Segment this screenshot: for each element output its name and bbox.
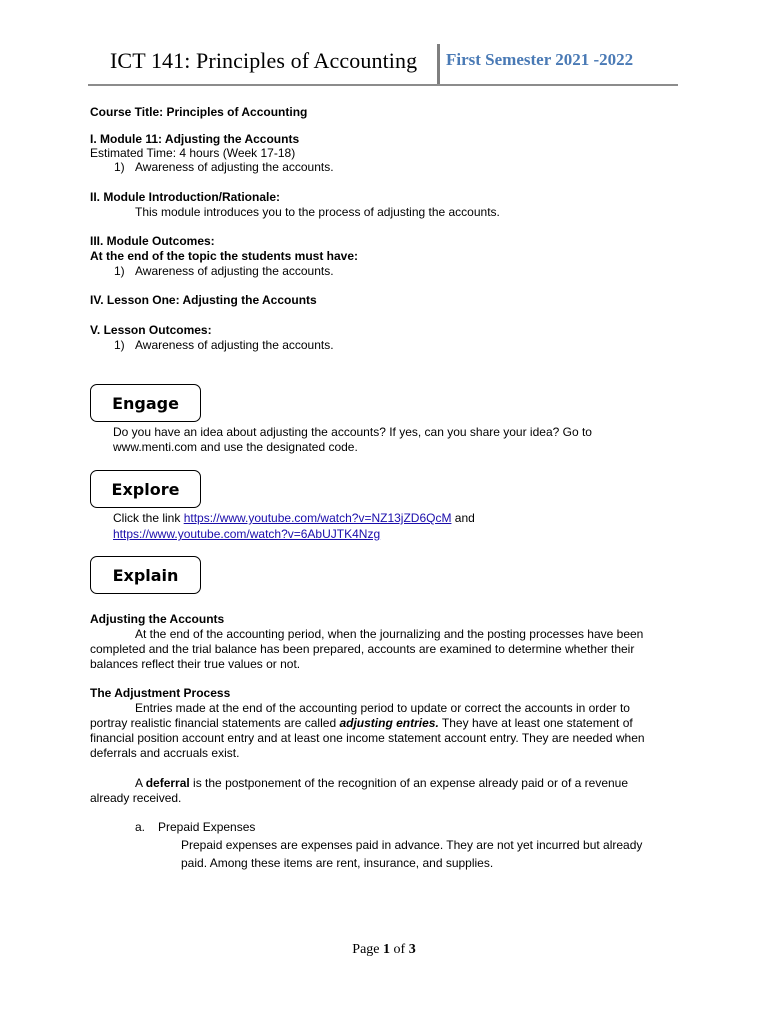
header-rule	[88, 84, 678, 86]
process-line-4: deferrals and accruals exist.	[90, 746, 240, 760]
engage-box	[90, 384, 201, 422]
adjusting-heading: Adjusting the Accounts	[90, 612, 225, 626]
explore-box	[90, 470, 201, 508]
prepaid-line-2: paid. Among these items are rent, insurance, and supplies.	[181, 856, 494, 870]
document-title: ICT 141: Principles of Accounting	[110, 48, 418, 73]
introduction-text: This module introduces you to the process of adjusting the accounts.	[135, 205, 500, 219]
header-divider	[437, 44, 440, 86]
process-line-2-pre: portray realistic financial statements are called	[90, 716, 340, 730]
youtube-link-1[interactable]: https://www.youtube.com/watch?v=NZ13jZD6QcM	[183, 511, 452, 525]
page-footer	[0, 942, 768, 958]
module-heading: I. Module 11: Adjusting the Accounts	[90, 132, 300, 146]
explore-middle: and	[451, 511, 475, 525]
adjusting-line-2: completed and the trial balance has been prepared, accounts are examined to determine whether their	[90, 642, 635, 656]
prepaid-marker: a.	[135, 820, 146, 834]
engage-text-line-1: Do you have an idea about adjusting the accounts? If yes, can you share your idea? Go to	[113, 425, 592, 439]
engage-label: Engage	[112, 393, 179, 413]
explain-box	[90, 556, 201, 594]
deferral-term: deferral	[145, 776, 190, 790]
semester-label: First Semester 2021 -2022	[446, 50, 634, 69]
page-total: 3	[408, 942, 416, 957]
adjusting-line-3: balances reflect their true values or not.	[90, 657, 301, 671]
page-current: 1	[383, 942, 391, 957]
module-item-number: 1)	[114, 160, 125, 174]
prepaid-line-1: Prepaid expenses are expenses paid in advance. They are not yet incurred but already	[181, 838, 643, 852]
introduction-heading: II. Module Introduction/Rationale:	[90, 190, 280, 204]
explore-text-line-1	[113, 511, 475, 526]
deferral-line-2: already received.	[90, 791, 182, 805]
outcomes-item-number: 1)	[114, 264, 125, 278]
explore-label: Explore	[111, 479, 180, 499]
process-line-3: financial position account entry and at least one income statement account entry. They are needed when	[90, 731, 645, 745]
deferral-pre: A	[135, 776, 146, 790]
engage-text-line-2: www.menti.com and use the designated code.	[113, 440, 358, 454]
lesson-outcomes-heading: V. Lesson Outcomes:	[90, 323, 212, 337]
page-word: Page	[352, 942, 384, 957]
process-heading: The Adjustment Process	[90, 686, 231, 700]
page-of-word: of	[390, 942, 409, 957]
explore-text-line-2	[113, 527, 380, 542]
process-line-2-post: They have at least one statement of	[438, 716, 633, 730]
lesson-outcomes-item-text: Awareness of adjusting the accounts.	[135, 338, 334, 352]
outcomes-item-text: Awareness of adjusting the accounts.	[135, 264, 334, 278]
lesson-heading: IV. Lesson One: Adjusting the Accounts	[90, 293, 317, 307]
adjusting-line-1: At the end of the accounting period, when the journalizing and the posting processes have been	[135, 627, 644, 641]
adjusting-entries-term: adjusting entries.	[339, 716, 439, 730]
prepaid-label: Prepaid Expenses	[158, 820, 256, 834]
explore-prefix: Click the link	[113, 511, 184, 525]
module-item-text: Awareness of adjusting the accounts.	[135, 160, 334, 174]
estimated-time: Estimated Time: 4 hours (Week 17-18)	[90, 146, 296, 160]
outcomes-heading: III. Module Outcomes:	[90, 234, 215, 248]
deferral-post: is the postponement of the recognition of an expense already paid or of a revenue	[189, 776, 629, 790]
deferral-line-1	[135, 776, 628, 791]
explain-label: Explain	[112, 565, 179, 585]
process-line-2	[90, 716, 633, 731]
outcomes-subheading: At the end of the topic the students must have:	[90, 249, 359, 263]
lesson-outcomes-item-number: 1)	[114, 338, 125, 352]
course-title: Course Title: Principles of Accounting	[90, 105, 308, 119]
process-line-1: Entries made at the end of the accounting period to update or correct the accounts in order to	[135, 701, 630, 715]
youtube-link-2[interactable]: https://www.youtube.com/watch?v=6AbUJTK4Nzg	[113, 527, 381, 541]
